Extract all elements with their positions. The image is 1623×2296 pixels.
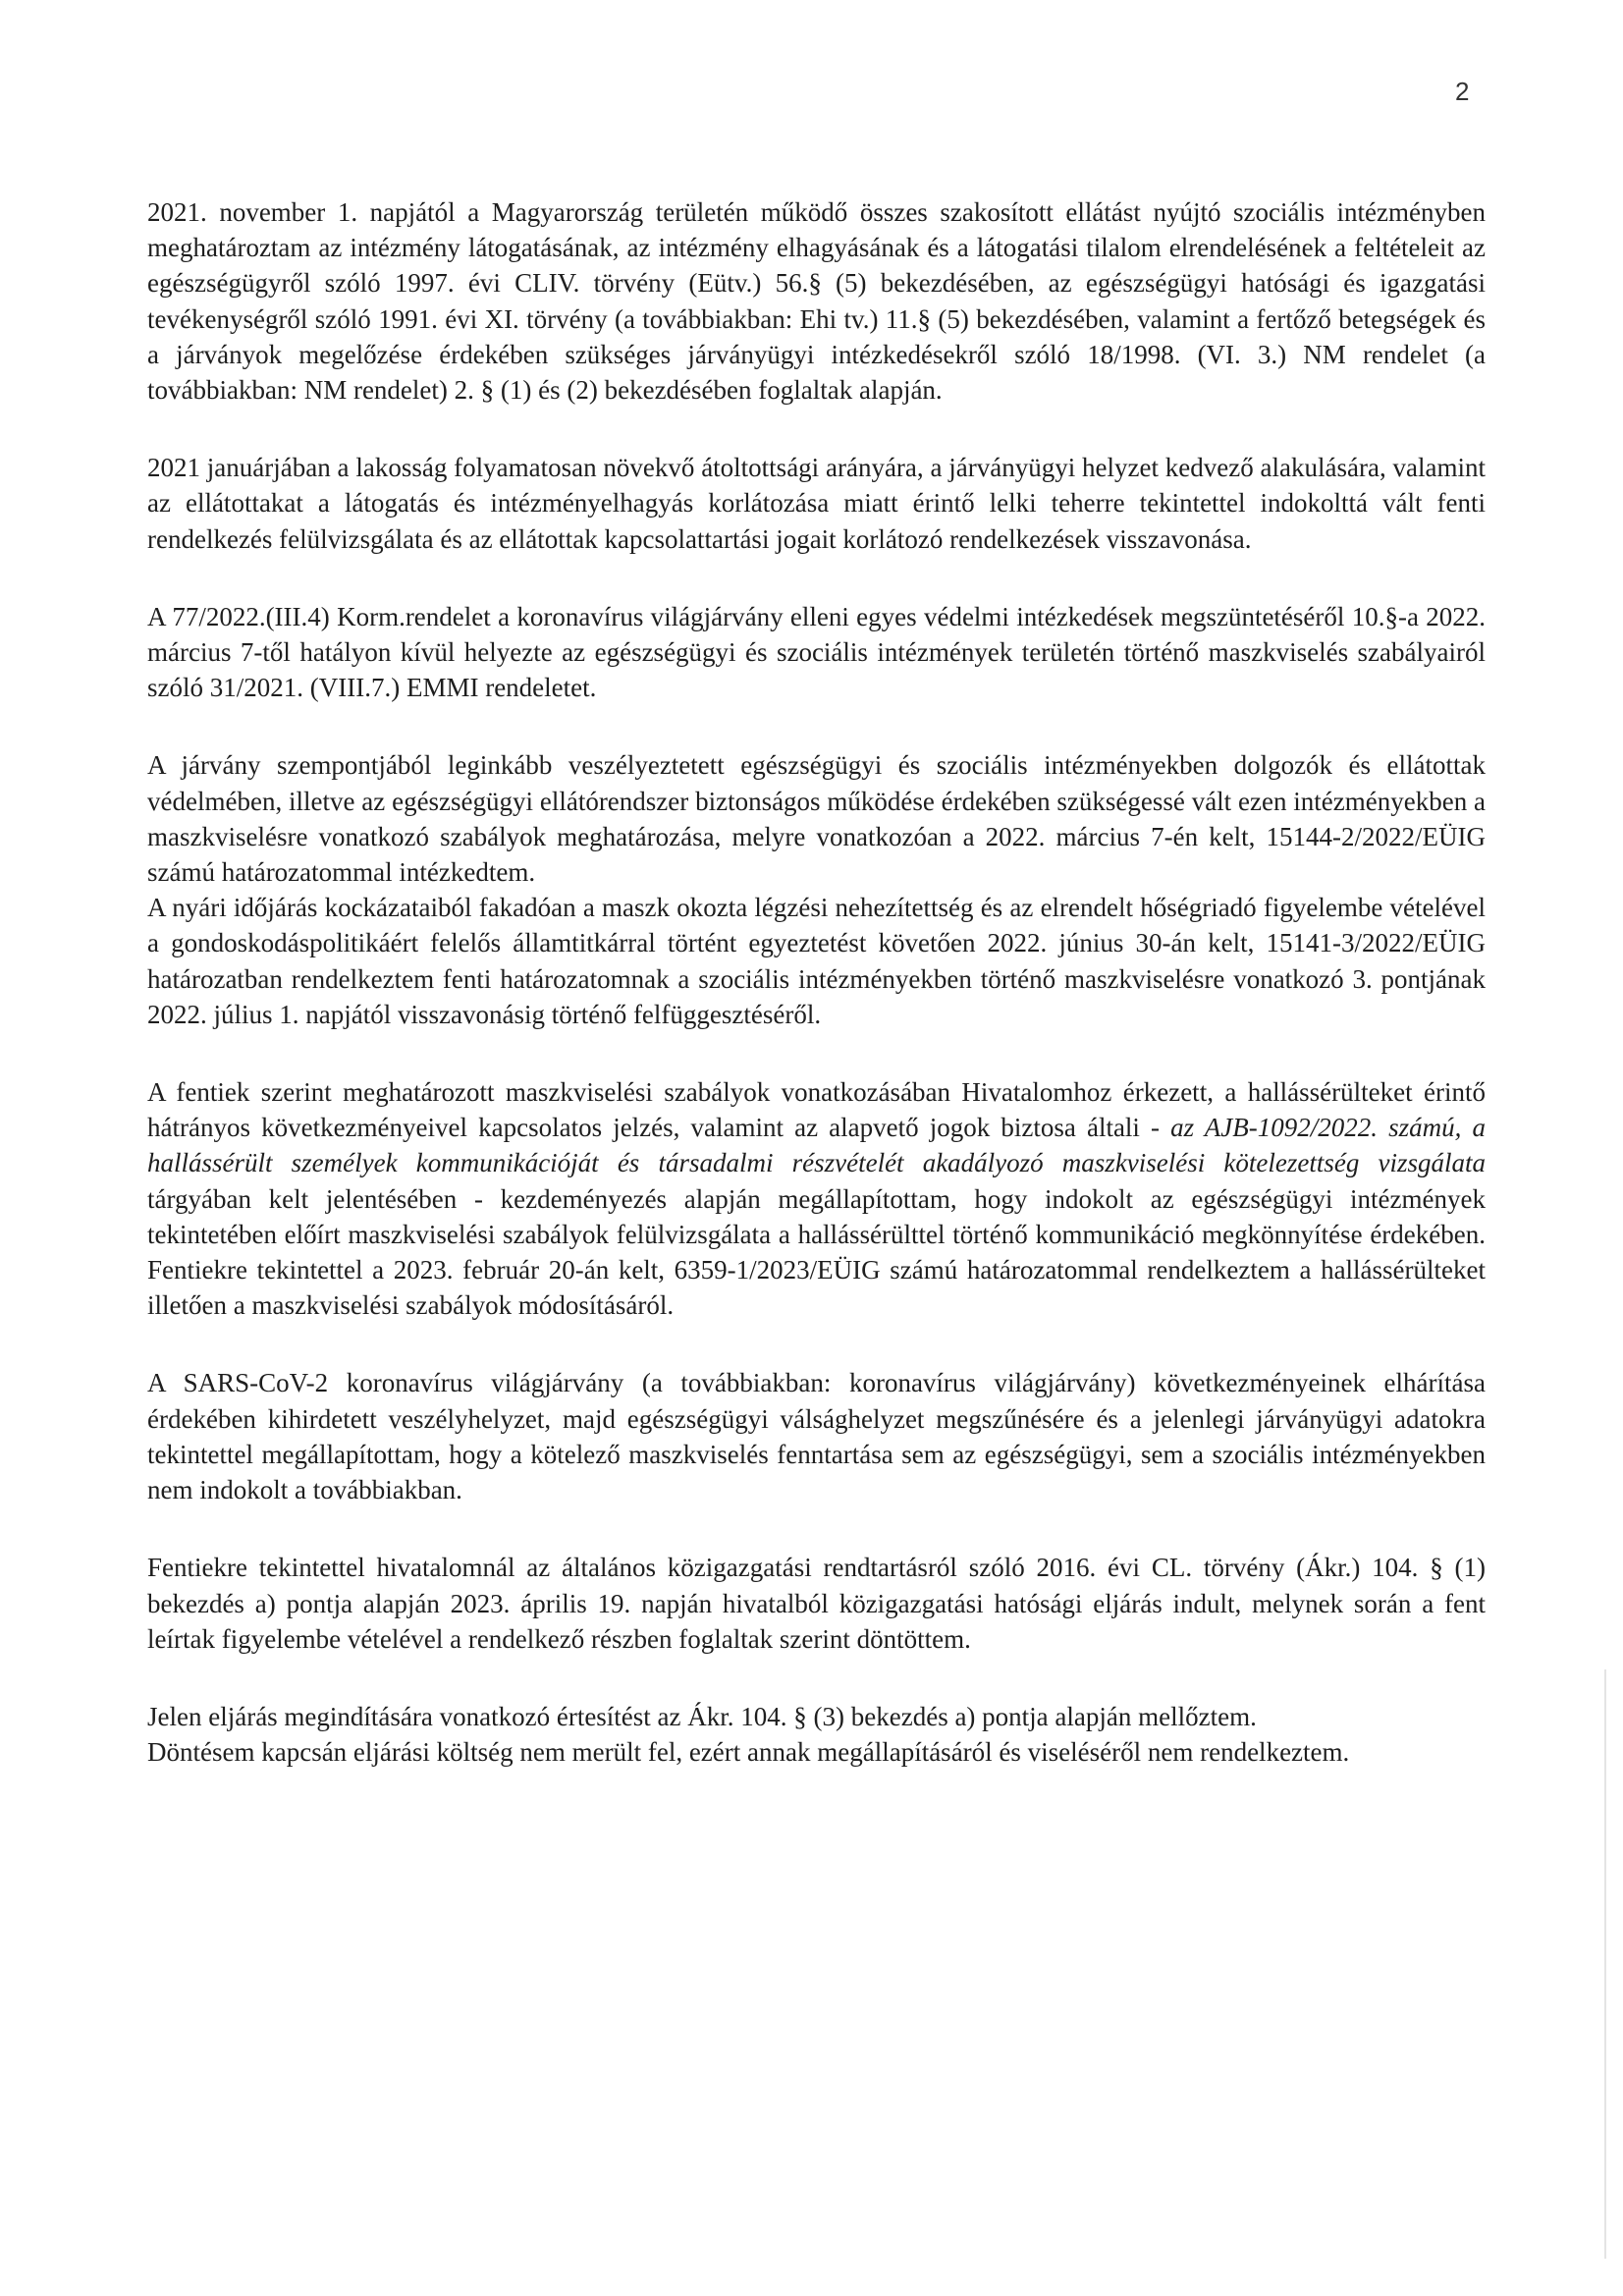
paragraph-summer-suspension: A nyári időjárás kockázataiból fakadóan a maszk okozta légzési nehezítettség és az elrendelt hőségriadó figyelembe vételével a gondoskodáspolitikáért felelős államtitkárral történt egyeztetést követően 2022. június 30-án kelt, 15141-3/2022/EÜIG határozatban rendelkeztem fenti határozatomnak a szociális intézményekben történő maszkviselésre vonatkozó 3. pontjának 2022. július 1. napjától visszavonásig történő felfüggesztéséről. — [147, 893, 1486, 1029]
report-title-italic: az AJB-1092/2022. számú, a hallássérült személyek kommunikációját és társadalmi részvételét akadályozó maszkviselési kötelezettség vizsgálata — [147, 1113, 1486, 1178]
paragraph-hearing-impaired — [147, 1074, 1486, 1323]
paragraph-mask-rules-decision: A járvány szempontjából leginkább veszélyeztetett egészségügyi és szociális intézményekben dolgozók és ellátottak védelmében, illetve az egészségügyi ellátórendszer biztonságos működése érdekében szükségessé vált ezen intézményekben a maszkviselésre vonatkozó szabályok meghatározása, melyre vonatkozóan a 2022. március 7-én kelt, 15144-2/2022/EÜIG számú határozatommal intézkedtem. — [147, 750, 1486, 888]
paragraph-pandemic-end: A SARS-CoV-2 koronavírus világjárvány (a továbbiakban: koronavírus világjárvány) következményeinek elhárítása érdekében kihirdetett veszélyhelyzet, majd egészségügyi válsághelyzet megszűnésére és a jelenlegi járványügyi adatokra tekintettel megállapítottam, hogy a kötelező maszkviselés fenntartása sem az egészségügyi, sem a szociális intézményekben nem indokolt a továbbiakban. — [147, 1368, 1486, 1505]
scan-edge-line — [1604, 1669, 1606, 2259]
paragraph-visiting-rules: 2021. november 1. napjától a Magyarország területén működő összes szakosított ellátást nyújtó szociális intézményben meghatároztam az intézmény látogatásának, az intézmény elhagyásának és a látogatási tilalom elrendelésének a feltételeit az egészségügyről szóló 1997. évi CLIV. törvény (Eütv.) 56.§ (5) bekezdésében, az egészségügyi hatósági és igazgatási tevékenységről szóló 1991. évi XI. törvény (a továbbiakban: Ehi tv.) 11.§ (5) bekezdésében, valamint a fertőző betegségek és a járványok megelőzése érdekében szükséges járványügyi intézkedésekről szóló 18/1998. (VI. 3.) NM rendelet (a továbbiakban: NM rendelet) 2. § (1) és (2) bekezdésében foglaltak alapján. — [147, 197, 1486, 406]
paragraph-notification-omitted: Jelen eljárás megindítására vonatkozó értesítést az Ákr. 104. § (3) bekezdés a) pontja alapján mellőztem. — [147, 1701, 1257, 1731]
paragraph-procedure-cost: Döntésem kapcsán eljárási költség nem merült fel, ezért annak megállapításáról és viseléséről nem rendelkeztem. — [147, 1737, 1350, 1768]
paragraph-procedure-start: Fentiekre tekintettel hivatalomnál az általános közigazgatási rendtartásról szóló 2016. évi CL. törvény (Ákr.) 104. § (1) bekezdés a) pontja alapján 2023. április 19. napján hivatalból közigazgatási hatósági eljárás indult, melynek során a fent leírtak figyelembe vételével a rendelkező részben foglaltak szerint döntöttem. — [147, 1553, 1486, 1654]
paragraph-hearing-impaired-start: A fentiek szerint meghatározott maszkviselési szabályok vonatkozásában Hivatalomhoz érkezett, a hallássérülteket érintő hátrányos következményeivel kapcsolatos jelzés, valamint az alapvető jogok biztosa általi - — [147, 1077, 1486, 1143]
paragraph-hearing-impaired-end: tárgyában kelt jelentésében - kezdeményezés alapján megállapítottam, hogy indokolt az egészségügyi intézmények tekintetében előírt maszkviselési szabályok felülvizsgálata a hallássérülttel történő kommunikáció megkönnyítése érdekében. Fentiekre tekintettel a 2023. február 20-án kelt, 6359-1/2023/EÜIG számú határozatommal rendelkeztem a hallássérülteket illetően a maszkviselési szabályok módosításáról. — [147, 1183, 1486, 1321]
document-body — [147, 194, 1486, 1770]
paragraph-government-decree: A 77/2022.(III.4) Korm.rendelet a koronavírus világjárvány elleni egyes védelmi intézkedések megszüntetéséről 10.§-a 2022. március 7-től hatályon kívül helyezte az egészségügyi és szociális intézmények területén történő maszkviselés szabályairól szóló 31/2021. (VIII.7.) EMMI rendeletet. — [147, 601, 1486, 703]
paragraph-review-2021: 2021 januárjában a lakosság folyamatosan növekvő átoltottsági arányára, a járványügyi helyzet kedvező alakulására, valamint az ellátottakat a látogatás és intézményelhagyás korlátozása miatt érintő lelki teherre tekintettel indokolttá vált fenti rendelkezés felülvizsgálata és az ellátottak kapcsolattartási jogait korlátozó rendelkezések visszavonása. — [147, 453, 1486, 554]
page-number: 2 — [1455, 77, 1470, 106]
